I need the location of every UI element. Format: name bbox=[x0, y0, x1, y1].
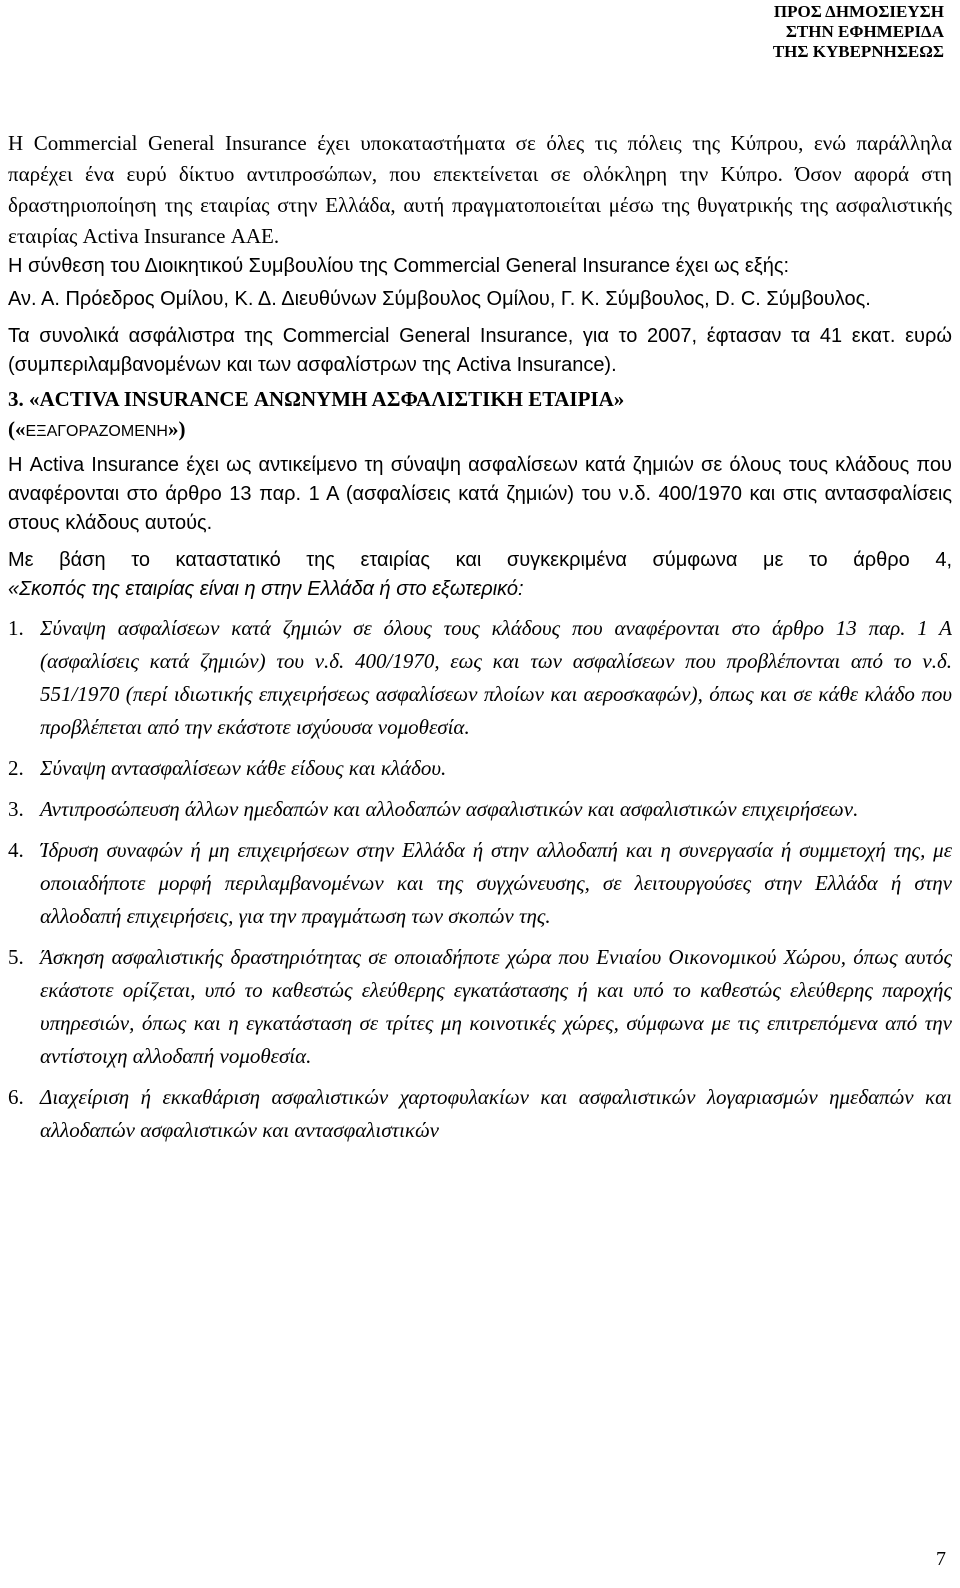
premiums-paragraph: Τα συνολικά ασφάλιστρα της Commercial General Insurance, για το 2007, έφτασαν τα 41 εκατ. ευρώ (συμπεριλαμβανομένων και των ασφαλίστρων της Activa Insurance). bbox=[8, 325, 952, 376]
list-item-number: 3. bbox=[8, 797, 24, 821]
subheading-open: (« bbox=[8, 417, 26, 441]
objectives-list bbox=[8, 612, 952, 1147]
activity-paragraph: Η Activa Insurance έχει ως αντικείμενο τη σύναψη ασφαλίσεων κατά ζημιών σε όλους τους κλάδους που αναφέρονται στο άρθρο 13 παρ. 1 Α (ασφαλίσεις κατά ζημιών) του ν.δ. 400/1970 και στις αντασφαλίσεις στους κλάδους αυτούς. bbox=[8, 454, 952, 534]
section-subheading bbox=[8, 414, 952, 447]
list-item-number: 6. bbox=[8, 1085, 24, 1109]
page-number: 7 bbox=[936, 1548, 946, 1570]
subheading-close: ») bbox=[167, 417, 186, 441]
board-members: Αν. Α. Πρόεδρος Ομίλου, Κ. Δ. Διευθύνων Σύμβουλος Ομίλου, Γ. Κ. Σύμβουλος, D. C. Σύμβουλος. bbox=[8, 288, 871, 310]
publication-header bbox=[773, 2, 944, 62]
statute-quote: «Σκοπός της εταιρίας είναι η στην Ελλάδα ή στο εξωτερικό: bbox=[8, 578, 524, 600]
board-paragraph: Η σύνθεση του Διοικητικού Συμβουλίου της Commercial General Insurance έχει ως εξής: bbox=[8, 255, 790, 277]
header-line-2: ΣΤΗΝ ΕΦΗΜΕΡΙΔΑ bbox=[785, 22, 944, 41]
list-item-text: Σύναψη ασφαλίσεων κατά ζημιών σε όλους τους κλάδους που αναφέρονται στο άρθρο 13 παρ. 1 Α (ασφαλίσεις κατά ζημιών) του ν.δ. 400/1970, εως και των ασφαλίσεων που προβλέπονται από το ν.δ. 551/1970 (περί ιδιωτικής επιχειρήσεως ασφαλίσεων πλοίων και αεροσκαφών), όπως και σε κάθε κλάδο που προβλέπεται από την εκάστοτε ισχύουσα νομοθεσία. bbox=[40, 616, 952, 739]
header-line-3: ΤΗΣ ΚΥΒΕΡΝΗΣΕΩΣ bbox=[772, 42, 944, 61]
list-item-text: Άσκηση ασφαλιστικής δραστηριότητας σε οποιαδήποτε χώρα που Ενιαίου Οικονομικού Χώρου, όπως αυτός εκάστοτε ορίζεται, υπό το καθεστώς ελεύθερης εγκατάστασης ή και υπό το καθεστώς ελεύθερης παροχής υπηρεσιών, όπως και η εγκατάσταση σε τρίτες μη κοινοτικές χώρες, σύμφωνα με τις επιτρεπόμενα από την αντίστοιχη αλλοδαπή νομοθεσία. bbox=[40, 945, 952, 1068]
list-item bbox=[8, 1081, 952, 1147]
subheading-caps: ΕΞΑΓΟΡΑΖΟΜΕΝΗ bbox=[25, 423, 168, 440]
list-item-text: Διαχείριση ή εκκαθάριση ασφαλιστικών χαρτοφυλακίων και ασφαλιστικών λογαριασμών ημεδαπών και αλλοδαπών ασφαλιστικών και αντασφαλιστικών bbox=[40, 1085, 952, 1142]
list-item-number: 5. bbox=[8, 945, 24, 969]
list-item-text: Αντιπροσώπευση άλλων ημεδαπών και αλλοδαπών ασφαλιστικών και ασφαλιστικών επιχειρήσεων. bbox=[40, 797, 859, 821]
list-item-text: Σύναψη αντασφαλίσεων κάθε είδους και κλάδου. bbox=[40, 756, 447, 780]
intro-paragraph: Η Commercial General Insurance έχει υποκαταστήματα σε όλες τις πόλεις της Κύπρου, ενώ παράλληλα παρέχει ένα ευρύ δίκτυο αντιπροσώπων, που επεκτείνεται σε ολόκληρη την Κύπρο. Όσον αφορά στη δραστηριοποίηση της εταιρίας στην Ελλάδα, αυτή πραγματοποιείται μέσω της θυγατρικής της ασφαλιστικής εταιρίας Activa Insurance ΑΑΕ. bbox=[8, 131, 952, 248]
header-line-1: ΠΡΟΣ ΔΗΜΟΣΙΕΥΣΗ bbox=[773, 2, 944, 21]
list-item-text: Ίδρυση συναφών ή μη επιχειρήσεων στην Ελλάδα ή στην αλλοδαπή και η συνεργασία ή συμμετοχή της, με οποιαδήποτε μορφή περιλαμβανομένων και της συγχώνευσης, σε λειτουργούσες στην Ελλάδα ή στην αλλοδαπή επιχειρήσεις, για την πραγμάτωση των σκοπών της. bbox=[40, 838, 952, 928]
list-item bbox=[8, 793, 952, 826]
statute-intro: Με βάση το καταστατικό της εταιρίας και συγκεκριμένα σύμφωνα με το άρθρο 4, bbox=[8, 549, 952, 571]
list-item-number: 4. bbox=[8, 838, 24, 862]
list-item-number: 1. bbox=[8, 616, 24, 640]
list-item bbox=[8, 941, 952, 1073]
list-item bbox=[8, 612, 952, 744]
list-item bbox=[8, 834, 952, 933]
document-body bbox=[8, 128, 952, 1147]
section-heading: 3. «ACTIVA INSURANCE ΑΝΩΝΥΜΗ ΑΣΦΑΛΙΣΤΙΚΗ ΕΤΑΙΡΙΑ» bbox=[8, 387, 625, 411]
list-item bbox=[8, 752, 952, 785]
list-item-number: 2. bbox=[8, 756, 24, 780]
